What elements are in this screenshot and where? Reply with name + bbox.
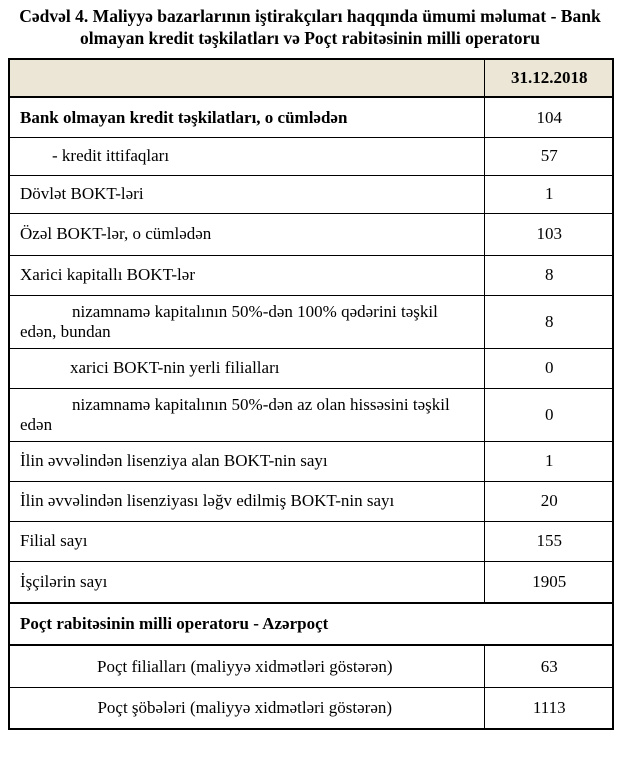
table-row	[9, 348, 613, 388]
table-row	[9, 687, 613, 729]
table-row	[9, 175, 613, 213]
table-row	[9, 388, 613, 441]
row-value: 1	[484, 175, 613, 213]
row-value: 155	[484, 521, 613, 561]
section-label: Poçt rabitəsinin milli operatoru - Azərpoçt	[9, 603, 613, 645]
table-header-row	[9, 59, 613, 97]
table-row	[9, 441, 613, 481]
table-row	[9, 481, 613, 521]
row-label: - kredit ittifaqları	[9, 137, 484, 175]
table-row	[9, 213, 613, 255]
row-label: nizamnamə kapitalının 50%-dən az olan hissəsini təşkil edən	[9, 388, 484, 441]
document-title: Cədvəl 4. Maliyyə bazarlarının iştirakçıları haqqında ümumi məlumat - Bank olmayan kredit təşkilatları və Poçt rabitəsinin milli operatoru	[19, 6, 601, 49]
row-label: Bank olmayan kredit təşkilatları, o cümlədən	[9, 97, 484, 137]
row-label: Filial sayı	[9, 521, 484, 561]
table-row	[9, 255, 613, 295]
row-label: İşçilərin sayı	[9, 561, 484, 603]
row-label: İlin əvvəlindən lisenziyası ləğv edilmiş BOKT-nin sayı	[9, 481, 484, 521]
table-row	[9, 295, 613, 348]
row-label: İlin əvvəlindən lisenziya alan BOKT-nin sayı	[9, 441, 484, 481]
table-row	[9, 521, 613, 561]
row-label: Xarici kapitallı BOKT-lər	[9, 255, 484, 295]
row-value: 0	[484, 388, 613, 441]
header-empty-cell	[9, 59, 484, 97]
row-value: 104	[484, 97, 613, 137]
row-value: 8	[484, 255, 613, 295]
header-date-cell: 31.12.2018	[484, 59, 613, 97]
table-row	[9, 97, 613, 137]
row-value: 1113	[484, 687, 613, 729]
row-value: 1	[484, 441, 613, 481]
row-value: 103	[484, 213, 613, 255]
row-label: Poçt filialları (maliyyə xidmətləri göstərən)	[9, 645, 484, 687]
row-value: 63	[484, 645, 613, 687]
row-label: xarici BOKT-nin yerli filialları	[9, 348, 484, 388]
statistics-table	[8, 58, 614, 730]
table-row	[9, 137, 613, 175]
row-value: 8	[484, 295, 613, 348]
row-value: 20	[484, 481, 613, 521]
table-row	[9, 561, 613, 603]
row-value: 57	[484, 137, 613, 175]
row-label: Dövlət BOKT-ləri	[9, 175, 484, 213]
row-label: Poçt şöbələri (maliyyə xidmətləri göstərən)	[9, 687, 484, 729]
row-label: nizamnamə kapitalının 50%-dən 100% qədərini təşkil edən, bundan	[9, 295, 484, 348]
row-value: 0	[484, 348, 613, 388]
row-label: Özəl BOKT-lər, o cümlədən	[9, 213, 484, 255]
section-row-azerpoct	[9, 603, 613, 645]
table-row	[9, 645, 613, 687]
row-value: 1905	[484, 561, 613, 603]
